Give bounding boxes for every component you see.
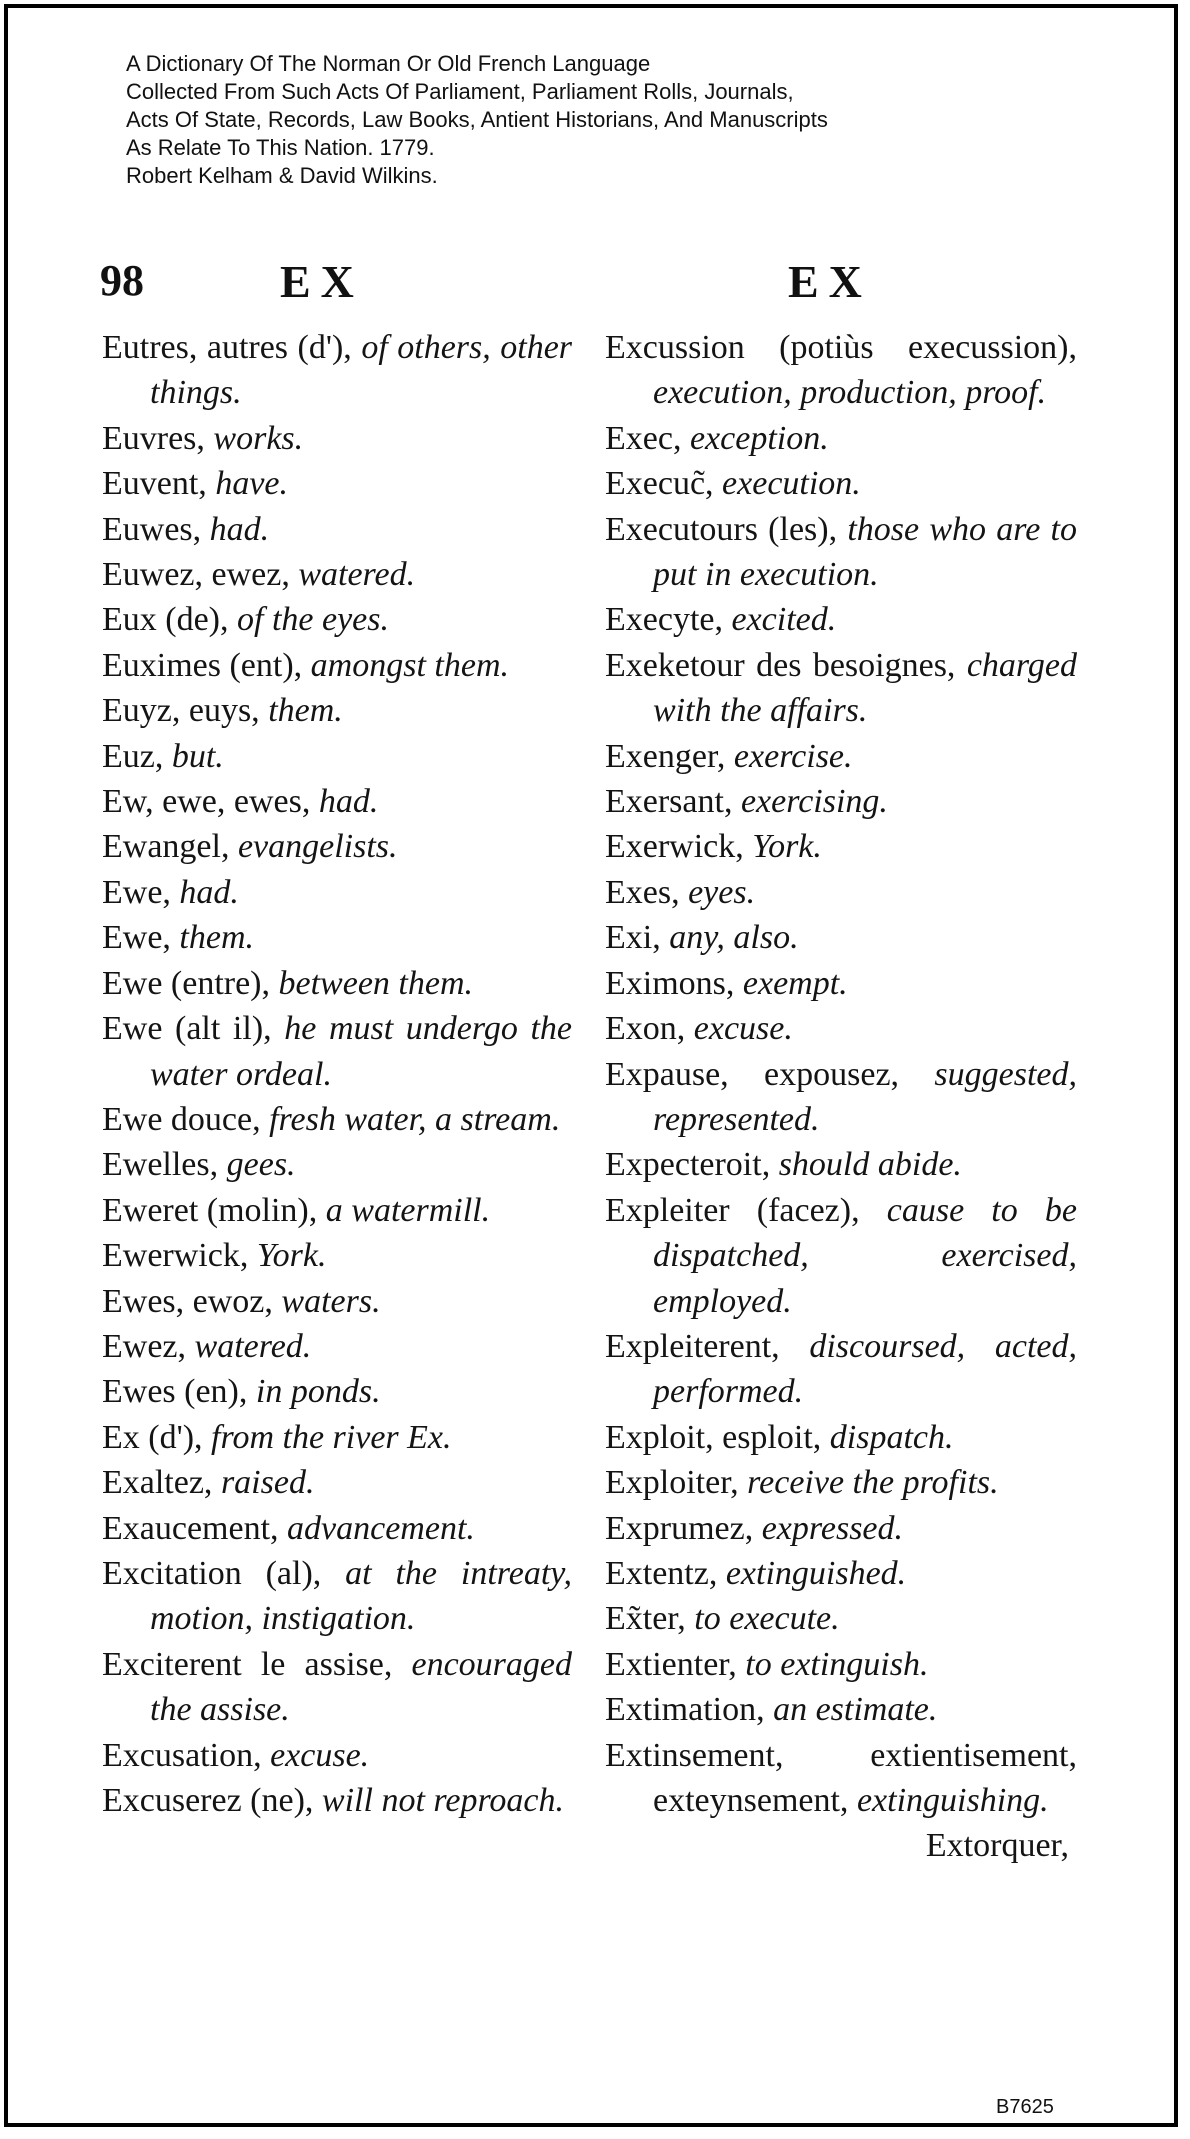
dictionary-entry <box>102 1642 572 1733</box>
entry-gloss: execution. <box>722 465 861 503</box>
entry-gloss: had. <box>318 783 379 821</box>
entry-headword: Exerwick, <box>605 828 744 866</box>
entry-gloss: between them. <box>278 964 474 1002</box>
header-note-line: Collected From Such Acts Of Parliament, Parliament Rolls, Journals, <box>126 79 794 104</box>
entry-gloss: waters. <box>281 1282 381 1320</box>
dictionary-entry <box>605 1415 1077 1460</box>
entry-headword: Ewangel, <box>102 828 230 866</box>
dictionary-entry <box>605 1324 1077 1415</box>
entry-headword: Euz, <box>102 737 164 775</box>
entry-gloss: raised. <box>220 1464 315 1502</box>
entry-headword: Ex (d'), <box>102 1418 203 1456</box>
entry-headword: Excitation (al), <box>102 1554 322 1592</box>
catalog-id: B7625 <box>996 2096 1054 2118</box>
entry-headword: Eux (de), <box>102 601 229 639</box>
entry-headword: Ewe, <box>102 919 171 957</box>
dictionary-entry <box>605 961 1077 1006</box>
entry-headword: Ew, ewe, ewes, <box>102 783 311 821</box>
dictionary-entry <box>102 643 572 688</box>
header-note-line: Acts Of State, Records, Law Books, Antient Historians, And Manuscripts <box>126 107 828 132</box>
dictionary-entry <box>605 734 1077 779</box>
entry-headword: Ewes, ewoz, <box>102 1282 273 1320</box>
running-head-left: EX <box>280 256 364 307</box>
entry-headword: Exenger, <box>605 737 726 775</box>
dictionary-entry <box>102 1778 572 1823</box>
entry-gloss: exception. <box>689 419 829 457</box>
dictionary-entry <box>605 1551 1077 1596</box>
entry-gloss: fresh water, a stream. <box>269 1100 561 1138</box>
entry-gloss: extinguished. <box>725 1554 907 1592</box>
entry-gloss: gees. <box>226 1146 296 1184</box>
dictionary-entry <box>605 1460 1077 1505</box>
header-note-line: Robert Kelham & David Wilkins. <box>126 163 438 188</box>
entry-headword: Extentz, <box>605 1554 718 1592</box>
dictionary-entry <box>102 1188 572 1233</box>
entry-gloss: dispatch. <box>829 1418 954 1456</box>
entry-gloss: to extinguish. <box>745 1645 929 1683</box>
entry-gloss: York. <box>752 828 822 866</box>
entry-headword: Euwes, <box>102 510 202 548</box>
entry-gloss: evangelists. <box>237 828 398 866</box>
entry-gloss: exercising. <box>740 783 888 821</box>
entry-headword: Extinsement, extientisement, exteynsement, <box>605 1736 1077 1819</box>
dictionary-entry <box>605 1006 1077 1051</box>
entry-headword: Euximes (ent), <box>102 646 303 684</box>
dictionary-entry <box>605 643 1077 734</box>
entry-gloss: York. <box>256 1237 327 1275</box>
header-note-line: As Relate To This Nation. 1779. <box>126 135 435 160</box>
entry-headword: Execuc̃, <box>605 465 714 503</box>
header-note <box>126 50 1006 190</box>
dictionary-entry <box>102 1506 572 1551</box>
dictionary-entry <box>605 1733 1077 1824</box>
entry-gloss: discoursed, acted, performed. <box>653 1327 1078 1411</box>
dictionary-entry <box>102 1324 572 1369</box>
entry-gloss: should abide. <box>778 1146 962 1184</box>
entry-gloss: a watermill. <box>325 1191 491 1229</box>
dictionary-entry <box>102 461 572 506</box>
dictionary-entry <box>605 1687 1077 1732</box>
dictionary-entry <box>102 870 572 915</box>
entry-headword: Expecteroit, <box>605 1146 771 1184</box>
entry-gloss: suggested, represented. <box>653 1055 1077 1138</box>
entry-headword: Euwez, ewez, <box>102 556 290 594</box>
entry-gloss: but. <box>171 737 224 775</box>
entry-gloss: execution, production, proof. <box>653 374 1047 412</box>
entry-headword: Eximons, <box>605 964 735 1002</box>
entry-gloss: to execute. <box>694 1600 840 1638</box>
entry-headword: Exaucement, <box>102 1509 279 1547</box>
running-head-right: EX <box>788 256 872 307</box>
catchword: Extorquer, <box>925 1827 1069 1865</box>
left-column <box>102 325 572 1823</box>
entry-gloss: them. <box>179 919 255 957</box>
dictionary-entry <box>605 870 1077 915</box>
entry-headword: Exes, <box>605 873 680 911</box>
entry-gloss: them. <box>268 692 343 730</box>
entry-gloss: in ponds. <box>255 1373 381 1411</box>
entry-headword: Execyte, <box>605 601 723 639</box>
entry-gloss: exercise. <box>733 737 853 775</box>
page-number: 98 <box>100 256 144 305</box>
entry-gloss: eyes. <box>688 873 756 911</box>
dictionary-entry <box>102 552 572 597</box>
entry-gloss: excuse. <box>270 1736 370 1774</box>
entry-headword: Ewe (alt il), <box>102 1010 272 1048</box>
entry-headword: Extimation, <box>605 1691 765 1729</box>
entry-headword: Ewe, <box>102 873 171 911</box>
dictionary-entry <box>605 1142 1077 1187</box>
entry-headword: Euvres, <box>102 419 205 457</box>
entry-headword: Ewe douce, <box>102 1100 261 1138</box>
right-column <box>605 325 1077 1869</box>
entry-gloss: those who are to put in execution. <box>653 510 1077 594</box>
dictionary-entry <box>102 734 572 779</box>
dictionary-entry <box>605 824 1077 869</box>
entry-gloss: exempt. <box>742 964 848 1002</box>
entry-headword: Eutres, autres (d'), <box>102 329 352 366</box>
entry-headword: Exeketour des besoignes, <box>605 646 956 684</box>
dictionary-entry <box>102 779 572 824</box>
entry-gloss: works. <box>213 419 304 457</box>
entry-gloss: of the eyes. <box>237 601 390 639</box>
entry-headword: Ewe (entre), <box>102 964 271 1002</box>
dictionary-entry <box>102 1279 572 1324</box>
entry-headword: Euvent, <box>102 465 207 503</box>
entry-headword: Exec, <box>605 419 682 457</box>
entry-headword: Exon, <box>605 1010 686 1048</box>
dictionary-entry <box>605 507 1077 598</box>
dictionary-entry <box>605 461 1077 506</box>
entry-gloss: extinguishing. <box>856 1782 1049 1819</box>
entry-headword: Exciterent le assise, <box>102 1645 393 1683</box>
entry-gloss: excuse. <box>693 1010 793 1048</box>
entry-gloss: he must undergo the water ordeal. <box>150 1010 573 1093</box>
entry-headword: Exploiter, <box>605 1464 739 1502</box>
entry-headword: Ewerwick, <box>102 1237 249 1275</box>
dictionary-entry <box>605 325 1077 416</box>
entry-gloss: have. <box>215 465 288 503</box>
entry-gloss: an estimate. <box>773 1691 938 1729</box>
entry-gloss: had. <box>209 510 270 548</box>
dictionary-entry <box>102 1415 572 1460</box>
entry-headword: Exploit, esploit, <box>605 1418 822 1456</box>
entry-headword: Excusation, <box>102 1736 262 1774</box>
dictionary-entry <box>605 1188 1077 1324</box>
entry-headword: Expleiter (facez), <box>605 1191 860 1229</box>
entry-gloss: receive the profits. <box>747 1464 999 1502</box>
entry-headword: Ewelles, <box>102 1146 219 1184</box>
entry-headword: Excuserez (ne), <box>102 1782 314 1819</box>
entry-gloss: any, also. <box>669 919 799 957</box>
dictionary-entry <box>605 416 1077 461</box>
entry-gloss: at the intreaty, motion, instigation. <box>150 1554 573 1638</box>
entry-headword: Euyz, euys, <box>102 692 260 730</box>
entry-gloss: watered. <box>298 556 416 594</box>
dictionary-entry <box>102 416 572 461</box>
entry-headword: Exersant, <box>605 783 733 821</box>
dictionary-entry <box>102 1551 572 1642</box>
entry-headword: Exaltez, <box>102 1464 213 1502</box>
dictionary-entry <box>102 507 572 552</box>
entry-gloss: from the river Ex. <box>211 1418 452 1456</box>
dictionary-entry <box>102 597 572 642</box>
entry-headword: Ex̃ter, <box>605 1600 686 1638</box>
dictionary-entry <box>605 1052 1077 1143</box>
entry-gloss: charged with the affairs. <box>653 646 1077 730</box>
entry-gloss: had. <box>179 873 239 911</box>
dictionary-entry <box>102 1233 572 1278</box>
dictionary-entry <box>102 915 572 960</box>
entry-headword: Excussion (potiùs execussion), <box>605 329 1077 366</box>
dictionary-entry <box>102 961 572 1006</box>
entry-headword: Exprumez, <box>605 1509 754 1547</box>
entry-gloss: watered. <box>194 1327 312 1365</box>
entry-gloss: cause to be dispatched, exercised, employed. <box>653 1191 1077 1320</box>
dictionary-entry <box>605 1642 1077 1687</box>
dictionary-entry <box>102 325 572 416</box>
dictionary-entry <box>102 1097 572 1142</box>
entry-gloss: amongst them. <box>310 646 509 684</box>
entry-headword: Eweret (molin), <box>102 1191 318 1229</box>
dictionary-entry <box>605 915 1077 960</box>
entry-headword: Ewez, <box>102 1327 187 1365</box>
entry-gloss: excited. <box>731 601 837 639</box>
dictionary-entry <box>102 1460 572 1505</box>
dictionary-entry <box>102 824 572 869</box>
entry-headword: Expleiterent, <box>605 1327 780 1365</box>
entry-headword: Expause, expousez, <box>605 1055 900 1093</box>
entry-gloss: of others, other things. <box>150 329 573 412</box>
dictionary-entry <box>102 1369 572 1414</box>
entry-gloss: encouraged the assise. <box>150 1645 572 1729</box>
entry-headword: Executours (les), <box>605 510 838 548</box>
dictionary-entry <box>605 779 1077 824</box>
dictionary-entry <box>102 1006 572 1097</box>
entry-gloss: advancement. <box>287 1509 475 1547</box>
dictionary-entry <box>102 1142 572 1187</box>
running-head <box>100 255 1080 315</box>
dictionary-entry <box>102 1733 572 1778</box>
dictionary-entry <box>102 688 572 733</box>
entry-headword: Ewes (en), <box>102 1373 248 1411</box>
dictionary-entry <box>605 597 1077 642</box>
entry-gloss: will not reproach. <box>321 1782 565 1819</box>
entry-headword: Extienter, <box>605 1645 737 1683</box>
header-note-line: A Dictionary Of The Norman Or Old French Language <box>126 51 651 76</box>
entry-headword: Exi, <box>605 919 661 957</box>
dictionary-entry <box>605 1506 1077 1551</box>
dictionary-entry <box>605 1596 1077 1641</box>
entry-gloss: expressed. <box>761 1509 904 1547</box>
